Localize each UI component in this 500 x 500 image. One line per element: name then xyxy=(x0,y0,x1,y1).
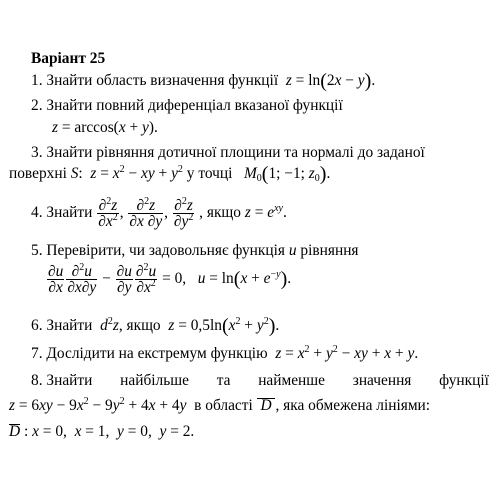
task-6-differential: $d^2z$ xyxy=(100,316,119,334)
task-4-number: 4. xyxy=(31,204,43,222)
task-3-point: $M_0(1$; −1; $z_0$). xyxy=(243,163,331,185)
task-8-word-2: найбільше xyxy=(120,372,189,389)
task-8-word-1: Знайти xyxy=(46,372,93,389)
task-8-text-region: в області xyxy=(194,397,253,414)
task-5-number: 5. xyxy=(31,242,43,259)
task-3-text-point: у точці xyxy=(186,165,233,182)
task-3-line-1 xyxy=(31,144,500,162)
task-6 xyxy=(31,317,279,335)
task-7-function: $z = x^2 + y^2$ − xy + x + y. xyxy=(275,344,419,362)
task-1-text: Знайти область визначення функції xyxy=(46,72,279,89)
task-1 xyxy=(31,72,375,90)
task-6-text: Знайти xyxy=(46,317,93,334)
task-5-var-u: u xyxy=(288,242,297,259)
task-7 xyxy=(31,345,418,363)
variant-title: Варіант 25 xyxy=(31,50,106,67)
task-6-number: 6. xyxy=(31,317,43,334)
task-4 xyxy=(31,198,287,229)
task-2 xyxy=(31,97,343,115)
task-5 xyxy=(31,242,359,260)
task-3-formula: S: $z = x^2$ − xy + $y^2$ xyxy=(70,164,183,182)
task-2-text: Знайти повний диференціал вказаної функції xyxy=(46,97,343,114)
task-3-number: 3. xyxy=(31,144,43,161)
task-8-function: $z = 6xy - 9x^2 - 9y^2 + 4x + 4y$ xyxy=(9,396,187,414)
task-4-derivatives: $\frac{\partial^2z}{\partial x^2}$ , $\frac{\partial^2z}{\partial x \partial y}$ , $\frac{\partial^2z}{\partial y^2}$ xyxy=(98,196,194,230)
task-5-text-equation: рівняння xyxy=(300,242,359,259)
task-3-text-surface: поверхні xyxy=(9,165,67,182)
task-3-text: Знайти рівняння дотичної площини та нормалі до заданої xyxy=(46,144,425,161)
task-8-text-bounded: , яка обмежена лініями: xyxy=(275,397,431,414)
task-6-function: $z = 0,5\ln(x^2 + y^2)$. xyxy=(168,315,280,337)
task-8-number: 8. xyxy=(31,372,43,389)
task-4-function: $z = e^{xy}$. xyxy=(244,203,287,222)
task-2-formula: z = arccos(x + y). xyxy=(52,119,158,136)
task-8-line-1 xyxy=(31,372,489,390)
task-4-text-if: , якщо xyxy=(199,204,241,222)
task-1-formula: z = ln(2x − y). xyxy=(285,70,376,92)
task-8-region-symbol: D xyxy=(257,398,276,413)
task-7-text: Дослідити на екстремум функцію xyxy=(46,345,268,362)
task-8-word-3: та xyxy=(216,372,231,389)
task-5-text: Перевірити, чи задовольняє функція xyxy=(46,242,285,259)
task-6-text-if: , якщо xyxy=(118,317,161,334)
task-8-word-5: значення xyxy=(352,372,412,389)
task-2-number: 2. xyxy=(31,97,43,114)
task-5-formula: $\frac{\partial u}{\partial x}$ $\frac{\partial^2u}{\partial x\partial y}$ − $\frac{\partial u}{\partial y}$ $\frac{\partial^2u}{\partial x^2}$ = 0, $u = \ln(x + e^{-y})$. xyxy=(48,261,292,296)
task-8-line-2 xyxy=(9,397,430,415)
task-7-number: 7. xyxy=(31,345,43,362)
task-1-number: 1. xyxy=(31,72,43,89)
task-8-word-4: найменше xyxy=(258,372,325,389)
task-3-line-2 xyxy=(9,165,330,183)
task-8-word-6: функції xyxy=(439,372,489,389)
task-8-boundaries: D : x = 0, x = 1, y = 0, y = 2. xyxy=(9,423,195,440)
task-4-text: Знайти xyxy=(46,204,93,222)
